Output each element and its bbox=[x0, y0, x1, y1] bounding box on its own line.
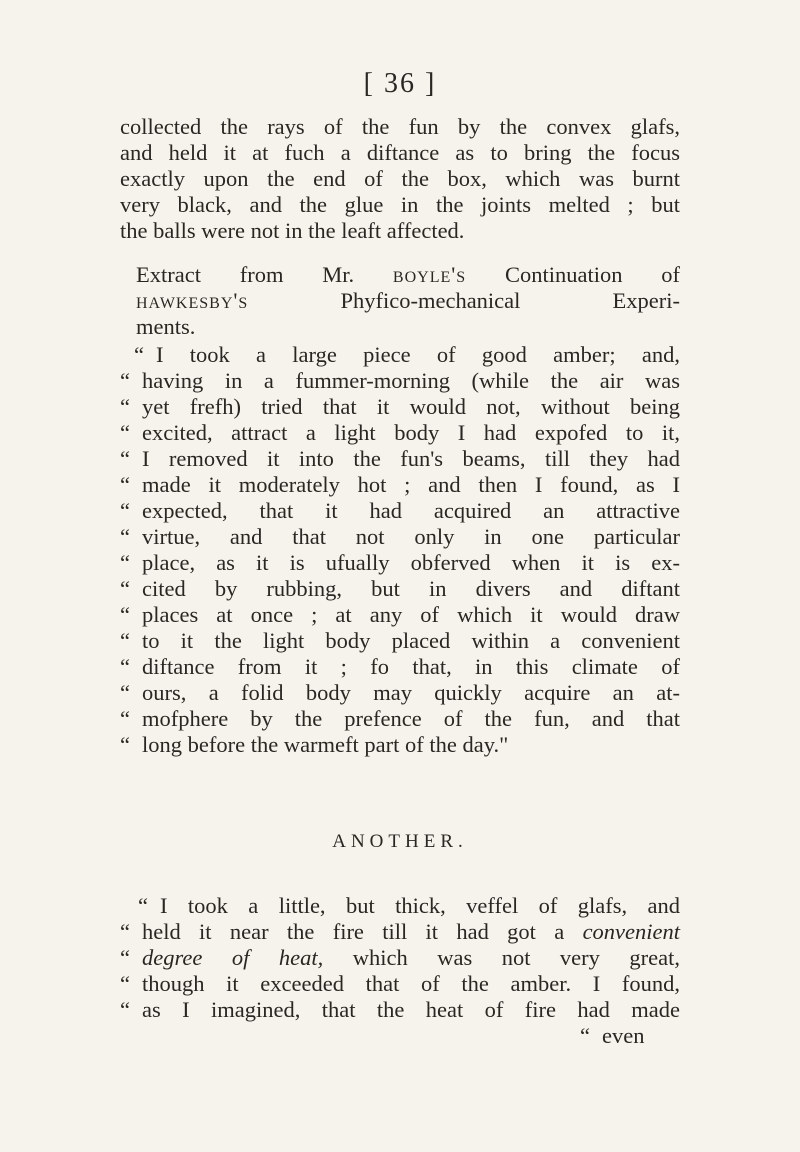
text-fragment: mofphere by the prefence of the fun, and that bbox=[142, 706, 680, 731]
text-fragment: made it moderately hot ; and then I found, as I bbox=[142, 472, 680, 497]
text-line bbox=[120, 393, 680, 421]
quote-mark: “ bbox=[120, 524, 130, 549]
quote-mark: “ bbox=[120, 368, 130, 393]
text-line bbox=[120, 471, 680, 499]
text-line-part: and held it at fuch a diftance as to bring the focus bbox=[120, 140, 680, 165]
text-line bbox=[120, 970, 680, 998]
author-name: hawkesby's bbox=[136, 288, 249, 313]
text-line bbox=[120, 445, 680, 473]
text-line: very black, and the glue in the joints melted ; but bbox=[120, 192, 680, 217]
quote-mark: “ bbox=[120, 550, 130, 575]
text-fragment: Extract from Mr. bbox=[136, 262, 355, 287]
quote-mark: “ bbox=[120, 680, 130, 705]
quote-mark: “ bbox=[120, 420, 130, 445]
quote-mark: “ bbox=[120, 446, 130, 471]
text-fragment: excited, attract a light body I had expofed to it, bbox=[142, 420, 680, 445]
quote-mark: “ bbox=[120, 997, 130, 1022]
text-line bbox=[120, 497, 680, 525]
quote-mark: “ bbox=[120, 394, 130, 419]
text-line bbox=[120, 367, 680, 395]
section-heading: ANOTHER. bbox=[332, 831, 468, 852]
text-fragment: to it the light body placed within a convenient bbox=[142, 628, 680, 653]
text-fragment: Phyfico-mechanical Experi- bbox=[340, 288, 681, 313]
text-line bbox=[136, 261, 680, 289]
quote-mark: “ bbox=[134, 342, 144, 367]
text-line bbox=[120, 996, 680, 1024]
text-fragment: as I imagined, that the heat of fire had made bbox=[142, 997, 680, 1022]
author-name: boyle's bbox=[392, 262, 467, 287]
text-line bbox=[120, 918, 680, 946]
quote-mark: “ bbox=[120, 628, 130, 653]
text-line bbox=[120, 419, 680, 447]
text-line: collected the rays of the fun by the convex glafs, bbox=[120, 114, 680, 139]
quote-mark: “ bbox=[120, 732, 130, 757]
text-line bbox=[120, 705, 680, 733]
text-line: the balls were not in the leaft affected. bbox=[120, 218, 465, 243]
text-fragment: diftance from it ; fo that, in this climate of bbox=[142, 654, 680, 679]
text-fragment: expected, that it had acquired an attractive bbox=[142, 498, 680, 523]
text-line bbox=[120, 892, 680, 920]
text-fragment: which was not very great, bbox=[352, 945, 680, 970]
quote-mark: “ bbox=[120, 602, 130, 627]
text-line bbox=[120, 601, 680, 629]
text-fragment: held it near the fire till it had got a bbox=[142, 919, 565, 944]
text-fragment: place, as it is ufually obferved when it is ex- bbox=[142, 550, 680, 575]
quote-mark: “ bbox=[120, 576, 130, 601]
text-line bbox=[120, 575, 680, 603]
text-line bbox=[120, 653, 680, 681]
catchword: even bbox=[602, 1023, 645, 1048]
quote-mark: “ bbox=[120, 971, 130, 996]
quote-mark: “ bbox=[120, 654, 130, 679]
italic-phrase: convenient bbox=[582, 919, 681, 944]
text-fragment: having in a fummer-morning (while the air was bbox=[142, 368, 680, 393]
text-line bbox=[120, 549, 680, 577]
text-fragment: ours, a folid body may quickly acquire an at- bbox=[142, 680, 680, 705]
text-fragment: yet frefh) tried that it would not, without being bbox=[142, 394, 680, 419]
quote-mark: “ bbox=[120, 706, 130, 731]
text-line bbox=[120, 341, 680, 369]
text-fragment: long before the warmeft part of the day." bbox=[142, 732, 509, 757]
quote-mark: “ bbox=[580, 1023, 590, 1048]
text-fragment: I took a large piece of good amber; and, bbox=[156, 342, 680, 367]
quote-mark: “ bbox=[120, 919, 130, 944]
page-number: [ 36 ] bbox=[363, 68, 437, 99]
text-fragment: Continuation of bbox=[504, 262, 681, 287]
italic-phrase: degree of heat, bbox=[142, 945, 324, 970]
text-fragment: cited by rubbing, but in divers and diftant bbox=[142, 576, 680, 601]
text-line bbox=[120, 523, 680, 551]
text-fragment: places at once ; at any of which it would draw bbox=[142, 602, 680, 627]
catchword-line bbox=[580, 1022, 680, 1050]
text-fragment: though it exceeded that of the amber. I found, bbox=[142, 971, 680, 996]
quote-mark: “ bbox=[120, 945, 130, 970]
quote-mark: “ bbox=[120, 472, 130, 497]
text-line bbox=[136, 287, 680, 315]
text-line bbox=[120, 679, 680, 707]
quote-mark: “ bbox=[120, 498, 130, 523]
text-line: ments. bbox=[136, 314, 196, 339]
quote-mark: “ bbox=[138, 893, 148, 918]
text-line bbox=[120, 139, 680, 167]
text-line bbox=[120, 731, 680, 759]
text-fragment: virtue, and that not only in one particular bbox=[142, 524, 680, 549]
text-fragment: I took a little, but thick, veffel of glafs, and bbox=[160, 893, 680, 918]
text-line: exactly upon the end of the box, which was burnt bbox=[120, 166, 680, 191]
text-line bbox=[120, 944, 680, 972]
text-line bbox=[120, 627, 680, 655]
text-fragment: I removed it into the fun's beams, till they had bbox=[142, 446, 680, 471]
